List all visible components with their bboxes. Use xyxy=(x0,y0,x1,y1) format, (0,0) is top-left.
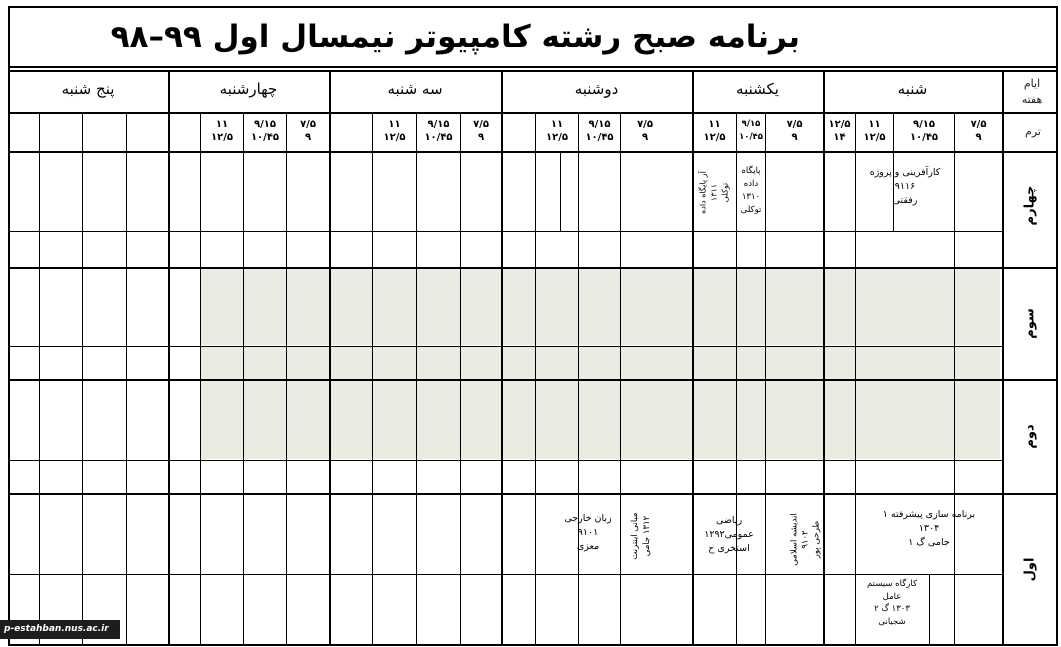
term4-mid xyxy=(10,231,1002,232)
time-sun-1: ۷/۵ ۹ xyxy=(786,119,803,143)
day-monday: دوشنبه xyxy=(574,80,619,98)
time-sat-1: ۷/۵ ۹ xyxy=(970,119,987,143)
term-label: ترم xyxy=(1025,125,1041,138)
time-wed-2: ۹/۱۵ ۱۰/۴۵ xyxy=(250,119,280,143)
time-mon-1: ۷/۵ ۹ xyxy=(637,119,653,143)
sub-col xyxy=(82,112,83,646)
sub-col xyxy=(416,112,417,646)
title-divider xyxy=(8,66,1058,68)
course-database: پایگاه داده ۱۳۱۰ توکلی xyxy=(740,166,762,215)
sub-col xyxy=(855,112,856,646)
time-tue-2: ۹/۱۵ ۱۰/۴۵ xyxy=(424,119,453,143)
term2-mid xyxy=(10,460,1002,461)
day-saturday: شنبه xyxy=(897,80,928,98)
sub-col xyxy=(200,112,201,646)
day-tuesday: سه شنبه xyxy=(387,80,443,98)
days-label: ایام هفته xyxy=(1021,77,1043,106)
sub-col xyxy=(736,112,737,646)
time-sat-4: ۱۲/۵ ۱۴ xyxy=(828,119,851,143)
sep-tue-wed xyxy=(329,70,331,646)
time-mon-2: ۹/۱۵ ۱۰/۴۵ xyxy=(585,119,614,143)
day-row-bottom xyxy=(8,112,1058,114)
sub-col xyxy=(535,112,536,646)
term-4-label: چهارم xyxy=(1022,185,1038,226)
sub-col xyxy=(620,112,621,646)
page-title: برنامه صبح رشته کامپیوتر نیمسال اول ۹۹–۹۸ xyxy=(110,19,800,55)
course-database-lab: آز پایگاه داده ۱۳۱۱ توکلی xyxy=(698,171,730,214)
time-sat-3: ۱۱ ۱۲/۵ xyxy=(863,119,886,143)
course-internet-basics: مبانی اینترنت ۱۳۱۲ جامی xyxy=(630,512,652,560)
course-entrepreneurship: کارآفرینی و پروژه ۹۱۱۶ رفقتی xyxy=(869,167,941,206)
term4-bottom xyxy=(8,267,1058,269)
time-wed-1: ۷/۵ ۹ xyxy=(300,119,316,143)
site-watermark: p-estahban.nus.ac.ir xyxy=(0,620,120,639)
term-2-label: دوم xyxy=(1022,424,1038,449)
sub-col xyxy=(765,112,766,646)
time-sat-2: ۹/۱۵ ۱۰/۴۵ xyxy=(909,119,939,143)
sep-sat-sun xyxy=(823,70,825,646)
sub-col xyxy=(929,575,930,646)
time-tue-3: ۱۱ ۱۲/۵ xyxy=(383,119,406,143)
time-wed-3: ۱۱ ۱۲/۵ xyxy=(211,119,233,143)
time-sun-3: ۱۱ ۱۲/۵ xyxy=(703,119,726,143)
time-tue-1: ۷/۵ ۹ xyxy=(473,119,489,143)
label-col-border xyxy=(1002,70,1004,646)
course-advanced-programming: برنامه سازی پیشرفته ۱ ۱۳۰۴ جامی گ ۱ xyxy=(882,509,976,548)
course-general-math: ریاضی عمومی۱۲۹۲ استخری ح xyxy=(704,515,754,554)
sep-sun-mon xyxy=(692,70,694,646)
sub-col xyxy=(243,112,244,646)
course-foreign-language: زبان خارجی ۹۱۰۱ معزی xyxy=(564,513,612,552)
time-sun-2: ۹/۱۵ ۱۰/۴۵ xyxy=(739,119,763,142)
time-row-bottom xyxy=(8,151,1058,153)
outer-border xyxy=(8,6,1058,646)
time-mon-3: ۱۱ ۱۲/۵ xyxy=(546,119,568,143)
sub-col xyxy=(954,112,955,646)
term-3-label: سوم xyxy=(1022,308,1038,339)
term-1-label: اول xyxy=(1022,557,1038,582)
sub-col xyxy=(560,151,561,231)
term3-bottom xyxy=(8,379,1058,381)
sub-col xyxy=(460,112,461,646)
sub-col xyxy=(286,112,287,646)
title-divider-2 xyxy=(8,70,1058,72)
day-sunday: یکشنبه xyxy=(736,80,779,98)
course-os-workshop: کارگاه سیستم عامل ۱۳۰۳ گ ۲ شجیانی xyxy=(866,579,918,627)
sub-col xyxy=(372,112,373,646)
sep-wed-thu xyxy=(168,70,170,646)
sub-col xyxy=(39,112,40,646)
term1-mid xyxy=(10,574,1002,575)
sep-mon-tue xyxy=(501,70,503,646)
sub-col xyxy=(578,112,579,646)
day-wednesday: چهارشنبه xyxy=(219,80,278,98)
term3-mid xyxy=(10,346,1002,347)
term2-bottom xyxy=(8,493,1058,495)
sub-col xyxy=(126,112,127,646)
day-thursday: پنج شنبه xyxy=(61,80,115,98)
course-islamic-thought: اندیشه اسلامی ۹۱۰۲ طرحی پور xyxy=(789,513,822,566)
